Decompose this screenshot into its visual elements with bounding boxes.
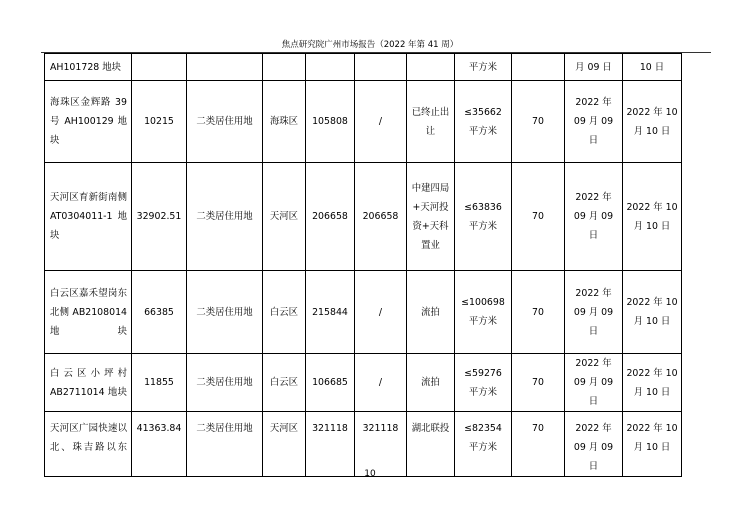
cell-term: 70 [512,81,565,163]
cell-district [263,54,306,81]
cell-listing-date: 2022 年 09 月 09 日 [565,81,623,163]
table-row [45,54,682,81]
cell-listing-date: 2022 年 09 月 09 日 [565,163,623,271]
cell-text: 天河区广园快速以北、珠吉路以东 [50,423,127,453]
cell-district [263,412,306,477]
cell-text: 2022 年 10 月 10 日 [626,423,678,453]
table-row [45,412,682,477]
cell-text: ≤82354 平方米 [464,423,502,453]
cell-district: 白云区 [263,271,306,354]
cell-listing-date: 2022 年 09 月 09 日 [565,271,623,354]
cell-plot-name [45,412,132,477]
cell-area: 11855 [132,354,187,412]
table-row [45,354,682,412]
cell-listing-date: 2022 年 09 月 09 日 [565,354,623,412]
cell-term: 70 [512,163,565,271]
cell-land-use [187,54,263,81]
cell-deal-price: / [355,271,407,354]
cell-text: 湖北联投 [411,423,450,434]
cell-winner: 已终止出让 [407,81,455,163]
cell-term: 70 [512,271,565,354]
cell-starting-price: 106685 [306,354,355,412]
cell-area: 66385 [132,271,187,354]
cell-starting-price [306,54,355,81]
cell-deal-price [355,412,407,477]
cell-listing-date: 月 09 日 [565,54,623,81]
cell-district: 天河区 [263,163,306,271]
cell-plot-name: 海珠区金辉路 39 号 AH100129 地块 [45,81,132,163]
cell-starting-price: 215844 [306,271,355,354]
cell-winner: 中建四局+天河投资+天科置业 [407,163,455,271]
cell-deal-price: / [355,354,407,412]
cell-deal-date: 10 日 [623,54,682,81]
cell-district: 白云区 [263,354,306,412]
cell-starting-price: 105808 [306,81,355,163]
cell-listing-date [565,412,623,477]
cell-text: 2022 年 09 月 09 日 [573,423,614,472]
cell-term [512,412,565,477]
cell-deal-price [355,54,407,81]
table-row [45,81,682,163]
cell-text: 70 [532,423,544,434]
cell-winner: 流拍 [407,354,455,412]
cell-deal-date: 2022 年 10 月 10 日 [623,271,682,354]
cell-text: 321118 [312,423,348,434]
cell-building-area: ≤100698 平方米 [455,271,512,354]
cell-area: 32902.51 [132,163,187,271]
cell-area [132,54,187,81]
cell-deal-date: 2022 年 10 月 10 日 [623,354,682,412]
cell-starting-price [306,412,355,477]
cell-area: 10215 [132,81,187,163]
cell-building-area: 平方米 [455,54,512,81]
cell-building-area [455,412,512,477]
cell-deal-date: 2022 年 10 月 10 日 [623,163,682,271]
cell-term: 70 [512,354,565,412]
page-header-title: 焦点研究院广州市场报告（2022 年第 41 周） [281,40,459,50]
cell-area [132,412,187,477]
cell-plot-name: 白云区小坪村 AB2711014 地块 [45,354,132,412]
cell-plot-name: 天河区育新街南侧 AT0304011-1 地块 [45,163,132,271]
cell-plot-name: AH101728 地块 [45,54,132,81]
cell-term [512,54,565,81]
cell-starting-price: 206658 [306,163,355,271]
page-number: 10 [364,469,376,479]
cell-text: 321118 [362,423,399,434]
cell-building-area: ≤35662 平方米 [455,81,512,163]
cell-deal-price: / [355,81,407,163]
cell-building-area: ≤63836 平方米 [455,163,512,271]
cell-deal-date [623,412,682,477]
cell-deal-price: 206658 [355,163,407,271]
cell-district: 海珠区 [263,81,306,163]
cell-winner [407,412,455,477]
cell-land-use [187,412,263,477]
table-row [45,163,682,271]
cell-land-use: 二类居住用地 [187,163,263,271]
cell-winner: 流拍 [407,271,455,354]
land-transaction-table [44,53,682,477]
cell-text: 二类居住用地 [196,423,253,434]
cell-land-use: 二类居住用地 [187,271,263,354]
cell-deal-date: 2022 年 10 月 10 日 [623,81,682,163]
cell-text: 天河区 [269,423,299,434]
cell-winner [407,54,455,81]
cell-land-use: 二类居住用地 [187,81,263,163]
cell-land-use: 二类居住用地 [187,354,263,412]
cell-text: 41363.84 [136,423,182,434]
cell-building-area: ≤59276 平方米 [455,354,512,412]
table-row [45,271,682,354]
cell-plot-name: 白云区嘉禾望岗东北侧 AB2108014 地块 [45,271,132,354]
